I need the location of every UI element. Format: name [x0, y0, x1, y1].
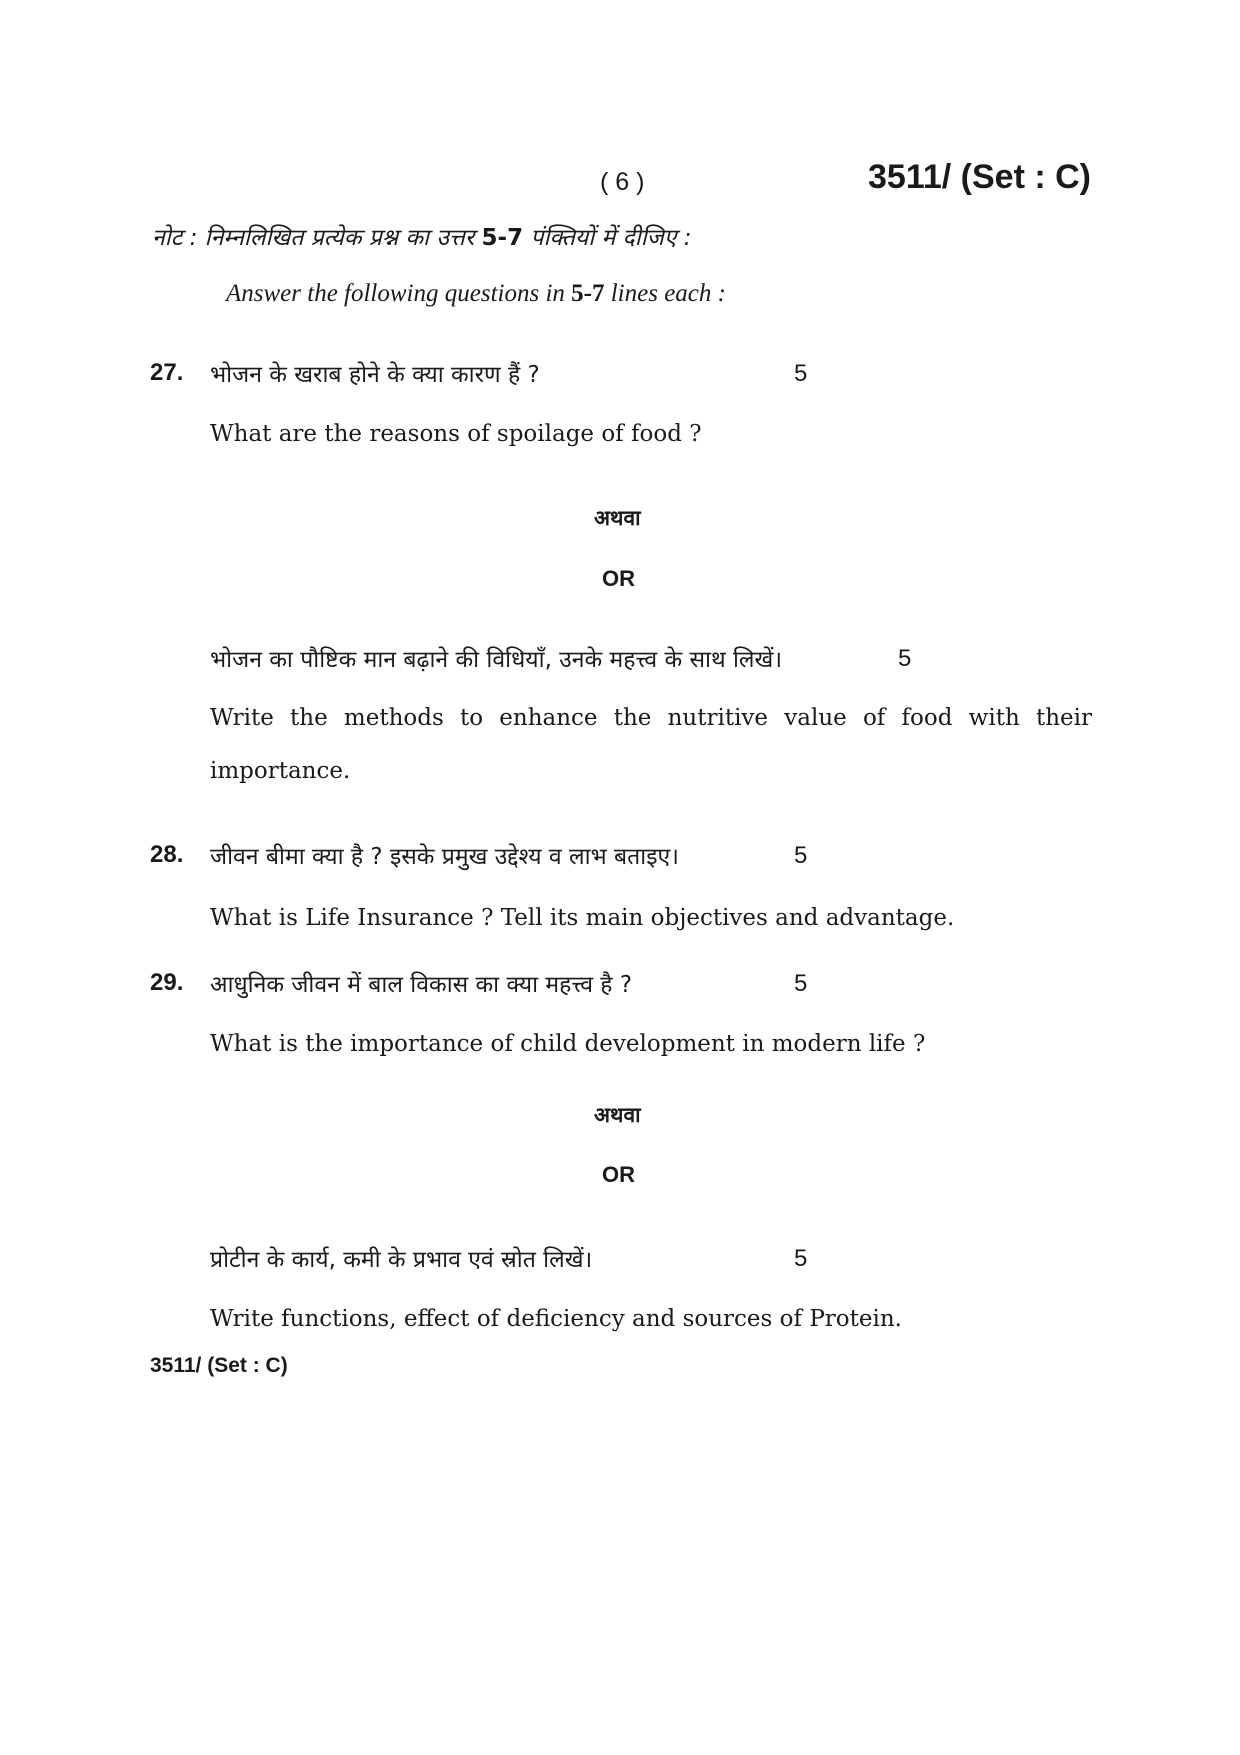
or-divider-english: OR: [602, 566, 635, 591]
question-english: What is the importance of child development in modern life ?: [210, 1031, 926, 1057]
question-hindi: प्रोटीन के कार्य, कमी के प्रभाव एवं स्रोत लिखें।: [210, 1247, 593, 1273]
question-marks: 5: [794, 1245, 808, 1272]
note-hindi-prefix: नोट : निम्नलिखित प्रत्येक प्रश्न का उत्तर: [152, 225, 482, 251]
page-number: ( 6 ): [600, 168, 645, 196]
or-divider-hindi: अथवा: [594, 506, 641, 530]
question-english: Write functions, effect of deficiency and sources of Protein.: [210, 1306, 902, 1332]
question-number: 29.: [150, 969, 184, 996]
note-hindi-range: 5-7: [481, 225, 524, 251]
question-english: Write the methods to enhance the nutritive value of food with their: [210, 705, 1092, 731]
instruction-note-english: [226, 280, 726, 308]
question-hindi: आधुनिक जीवन में बाल विकास का क्या महत्त्व है ?: [210, 972, 633, 998]
question-marks: 5: [794, 360, 808, 387]
question-hindi: भोजन का पौष्टिक मान बढ़ाने की विधियाँ, उनके महत्त्व के साथ लिखें।: [210, 647, 783, 673]
question-hindi: जीवन बीमा क्या है ? इसके प्रमुख उद्देश्य व लाभ बताइए।: [210, 844, 679, 870]
note-english-range: 5-7: [571, 280, 605, 307]
paper-code-footer: 3511/ (Set : C): [150, 1354, 288, 1377]
question-english: What are the reasons of spoilage of food ?: [210, 421, 702, 447]
question-number: 27.: [150, 359, 184, 386]
question-marks: 5: [794, 842, 808, 869]
note-english-prefix: Answer the following questions in: [226, 280, 572, 307]
instruction-note-hindi: [152, 220, 692, 252]
paper-code-header: 3511/ (Set : C): [868, 158, 1091, 196]
question-marks: 5: [898, 645, 912, 672]
question-english: What is Life Insurance ? Tell its main objectives and advantage.: [210, 905, 955, 931]
note-hindi-suffix: पंक्तियों में दीजिए :: [523, 225, 692, 251]
or-divider-english: OR: [602, 1162, 635, 1187]
note-english-suffix: lines each :: [604, 280, 726, 307]
question-hindi: भोजन के खराब होने के क्या कारण हैं ?: [210, 362, 540, 388]
question-english-continued: importance.: [210, 758, 351, 784]
question-marks: 5: [794, 970, 808, 997]
question-number: 28.: [150, 841, 184, 868]
or-divider-hindi: अथवा: [594, 1103, 641, 1127]
